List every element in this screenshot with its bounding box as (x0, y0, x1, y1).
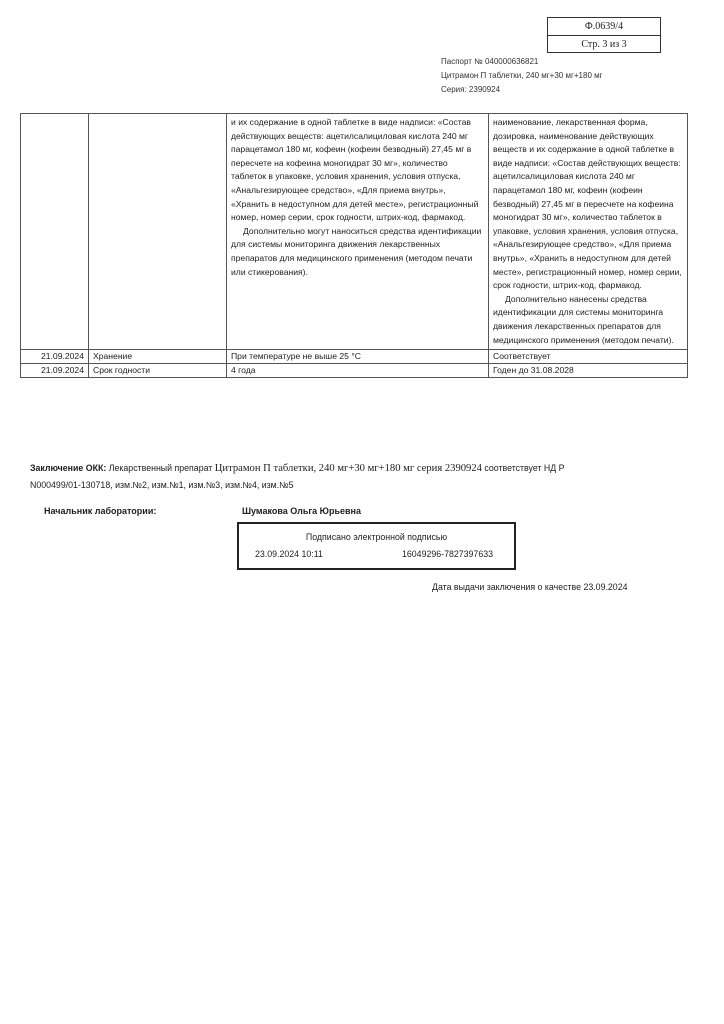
quality-table (20, 113, 688, 378)
conclusion-line-1 (30, 460, 680, 477)
conclusion-product: Цитрамон П таблетки, 240 мг+30 мг+180 мг серия 2390924 (214, 463, 482, 474)
requirement-cell: 4 года (227, 364, 489, 378)
page-number: Стр. 3 из 3 (581, 39, 627, 50)
requirement-paragraph: и их содержание в одной таблетке в виде надписи: «Состав действующих веществ: ацетилсалициловая кислота 240 мг парацетамол 180 мг, кофеин (кофеин безводный) 27,45 мг в пересчете на кофеина моногидрат 30 мг», количество таблеток в упаковке, условия хранения, условия отпуска, «Анальгезирующее средство», «Для приема внутрь», «Хранить в недоступном для детей месте», регистрационный номер, номер серии, срок годности, штрих-код, фармакод. (231, 117, 479, 223)
date-cell (21, 114, 89, 350)
signer-name: Шумакова Ольга Юрьевна (242, 506, 361, 516)
requirement-cell (227, 114, 489, 350)
test-cell (89, 114, 227, 350)
form-code-box (547, 17, 661, 53)
conclusion-text-before: Лекарственный препарат (108, 463, 213, 473)
result-cell: Соответствует (489, 350, 688, 364)
certificate-number: 16049296-7827397633 (402, 549, 493, 559)
result-cell: Годен до 31.08.2028 (489, 364, 688, 378)
table-row-continuation (21, 114, 688, 350)
test-cell: Срок годности (89, 364, 227, 378)
passport-block (441, 55, 603, 97)
result-paragraph: Дополнительно нанесены средства идентификации для системы мониторинга движения лекарственных препаратов для медицинского применения (методом печати). (493, 293, 674, 345)
conclusion-label: Заключение ОКК: (30, 463, 107, 473)
issue-date: Дата выдачи заключения о качестве 23.09.2024 (432, 582, 628, 592)
signature-title: Подписано электронной подписью (305, 532, 448, 542)
conclusion-text-after: соответствует НД Р (484, 463, 565, 473)
date-cell: 21.09.2024 (21, 364, 89, 378)
result-cell (489, 114, 688, 350)
date-cell: 21.09.2024 (21, 350, 89, 364)
conclusion-line-2: N000499/01-130718, изм.№2, изм.№1, изм.№3, изм.№4, изм.№5 (30, 480, 294, 490)
test-cell: Хранение (89, 350, 227, 364)
electronic-signature-box (237, 522, 516, 570)
table-row (21, 350, 688, 364)
signer-position: Начальник лаборатории: (44, 506, 157, 516)
product-name: Цитрамон П таблетки, 240 мг+30 мг+180 мг (441, 71, 603, 80)
qc-conclusion (30, 460, 680, 493)
requirement-cell: При температуре не выше 25 °С (227, 350, 489, 364)
table-row (21, 364, 688, 378)
result-paragraph: наименование, лекарственная форма, дозировка, наименование действующих веществ и их содержание в одной таблетке в виде надписи: «Состав действующих веществ: ацетилсалициловая кислота 240 мг парацетамол 180 мг, кофеин (кофеин безводный) 27,45 мг в пересчете на кофеина моногидрат 30 мг», количество таблеток в упаковке, условия хранения, условия отпуска, «Анальгезирующее средство», «Для приема внутрь», «Хранить в недоступном для детей месте», регистрационный номер, номер серии, срок годности, штрих-код, фармакод. (493, 117, 682, 291)
form-code: Ф.0639/4 (548, 18, 660, 36)
passport-number: Паспорт № 040000636821 (441, 57, 539, 66)
signature-datetime: 23.09.2024 10:11 (255, 549, 323, 559)
series-number: Серия: 2390924 (441, 85, 501, 94)
requirement-paragraph: Дополнительно могут наноситься средства идентификации для системы мониторинга движения лекарственных препаратов для медицинского применения (методом печати или стикерования). (231, 225, 482, 277)
